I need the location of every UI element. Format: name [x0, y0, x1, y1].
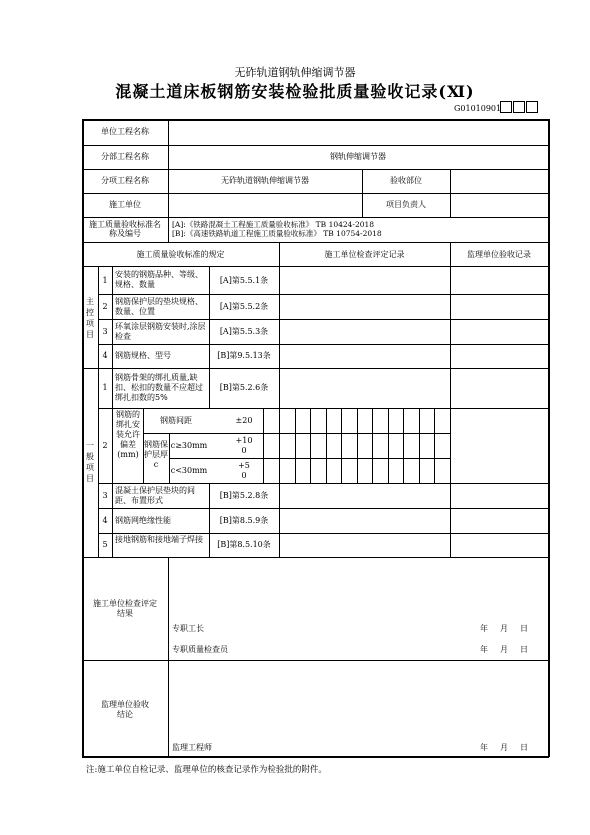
deviation-group-label: 钢筋的绑扎安装允许偏差(mm)	[116, 410, 140, 459]
form-title: 混凝土道床板钢筋安装检验批质量验收记录(Ⅺ)	[115, 82, 475, 101]
spacing-label: 钢筋间距	[160, 416, 192, 425]
general-item-no: 3	[102, 491, 108, 500]
date-day: 日	[520, 743, 528, 752]
main-item-text: 钢筋规格、型号	[115, 351, 171, 360]
general-item-text: 钢筋骨架的绑扎质量,缺扣、松扣的数量不应超过绑扎扣数的5%	[115, 373, 203, 402]
general-item-no: 4	[102, 516, 108, 525]
date-day: 日	[520, 624, 528, 633]
main-control-label: 主控项目	[86, 297, 94, 339]
general-item-no: 2	[102, 441, 108, 450]
cover-lt-lower: 0	[241, 471, 247, 480]
supervision-record-header: 监理单位验收记录	[467, 250, 531, 259]
unit-project-label: 单位工程名称	[101, 127, 149, 136]
general-item-clause: [B]第8.5.10条	[217, 540, 271, 549]
item-project-field[interactable]: 无砟轨道钢轨伸缩调节器	[221, 176, 309, 185]
date-year: 年	[480, 645, 488, 654]
date-year: 年	[480, 624, 488, 633]
main-item-text: 安装的钢筋品种、等级、规格、数量	[115, 270, 203, 289]
sub-project-field[interactable]: 钢轨伸缩调节器	[330, 152, 386, 161]
general-item-text: 接地钢筋和接地端子焊接	[115, 535, 203, 544]
acceptance-part-label: 验收部位	[390, 176, 422, 185]
date-month: 月	[500, 624, 508, 633]
date-month: 月	[500, 645, 508, 654]
supervision-conclusion-label: 监理单位验收结论	[101, 700, 149, 719]
construction-unit-label: 施工单位	[109, 200, 141, 209]
main-item-no: 1	[102, 276, 108, 285]
foreman-label: 专职工长	[172, 624, 204, 633]
form-code: G01010901	[454, 104, 502, 113]
general-item-no: 5	[102, 540, 108, 549]
date-year: 年	[480, 743, 488, 752]
spacing-tolerance: ±20	[235, 416, 253, 425]
construction-conclusion-label: 施工单位检查评定结果	[93, 599, 157, 618]
general-item-no: 1	[102, 383, 108, 392]
cover-lt-upper: +5	[238, 461, 250, 470]
construction-record-header: 施工单位检查评定记录	[324, 250, 405, 259]
general-item-clause: [B]第5.2.6条	[219, 383, 269, 392]
standard-label: 施工质量验收标准名称及编号	[89, 220, 161, 238]
main-item-text: 钢筋保护层的垫块规格、数量、位置	[115, 297, 203, 316]
general-item-clause: [B]第8.5.9条	[219, 516, 269, 525]
date-day: 日	[520, 645, 528, 654]
code-box[interactable]	[513, 101, 525, 113]
main-item-clause: [A]第5.5.2条	[219, 302, 269, 311]
cover-ge-lower: 0	[241, 446, 247, 455]
code-box[interactable]	[500, 101, 512, 113]
cover-label: 钢筋保护层厚c	[144, 440, 168, 469]
inspector-label: 专职质量检查员	[172, 645, 228, 654]
code-box[interactable]	[526, 101, 538, 113]
cover-lt-label: c<30mm	[170, 466, 208, 475]
cover-ge-upper: +10	[235, 436, 253, 445]
main-item-no: 2	[102, 302, 108, 311]
code-boxes	[500, 101, 539, 120]
general-item-clause: [B]第5.2.8条	[219, 491, 269, 500]
main-item-text: 环氧涂层钢筋安装时,涂层检查	[115, 322, 206, 341]
general-label: 一般项目	[86, 441, 94, 483]
main-item-clause: [A]第5.5.1条	[219, 276, 269, 285]
engineer-label: 监理工程师	[172, 743, 212, 752]
main-item-no: 4	[102, 351, 108, 360]
project-leader-label: 项目负责人	[386, 200, 426, 209]
standard-b: [B]:《高速铁路轨道工程施工质量验收标准》 TB 10754-2018	[172, 229, 382, 238]
main-item-no: 3	[102, 327, 108, 336]
footnote: 注:施工单位自检记录、监理单位的核查记录作为检验批的附件。	[86, 765, 327, 775]
date-month: 月	[500, 743, 508, 752]
general-item-text: 钢筋网绝缘性能	[115, 516, 171, 525]
form-subtitle: 无砟轨道钢轨伸缩调节器	[234, 66, 356, 79]
main-item-clause: [A]第5.5.3条	[219, 327, 269, 336]
cover-ge-label: c≥30mm	[170, 441, 208, 450]
standard-a: [A]:《铁路混凝土工程施工质量验收标准》 TB 10424-2018	[172, 220, 375, 229]
sub-project-label: 分部工程名称	[101, 152, 149, 161]
item-project-label: 分项工程名称	[101, 176, 149, 185]
main-item-clause: [B]第9.5.13条	[217, 351, 271, 360]
criteria-header: 施工质量验收标准的规定	[136, 250, 225, 259]
general-item-text: 混凝土保护层垫块的间距、布置形式	[115, 486, 195, 505]
